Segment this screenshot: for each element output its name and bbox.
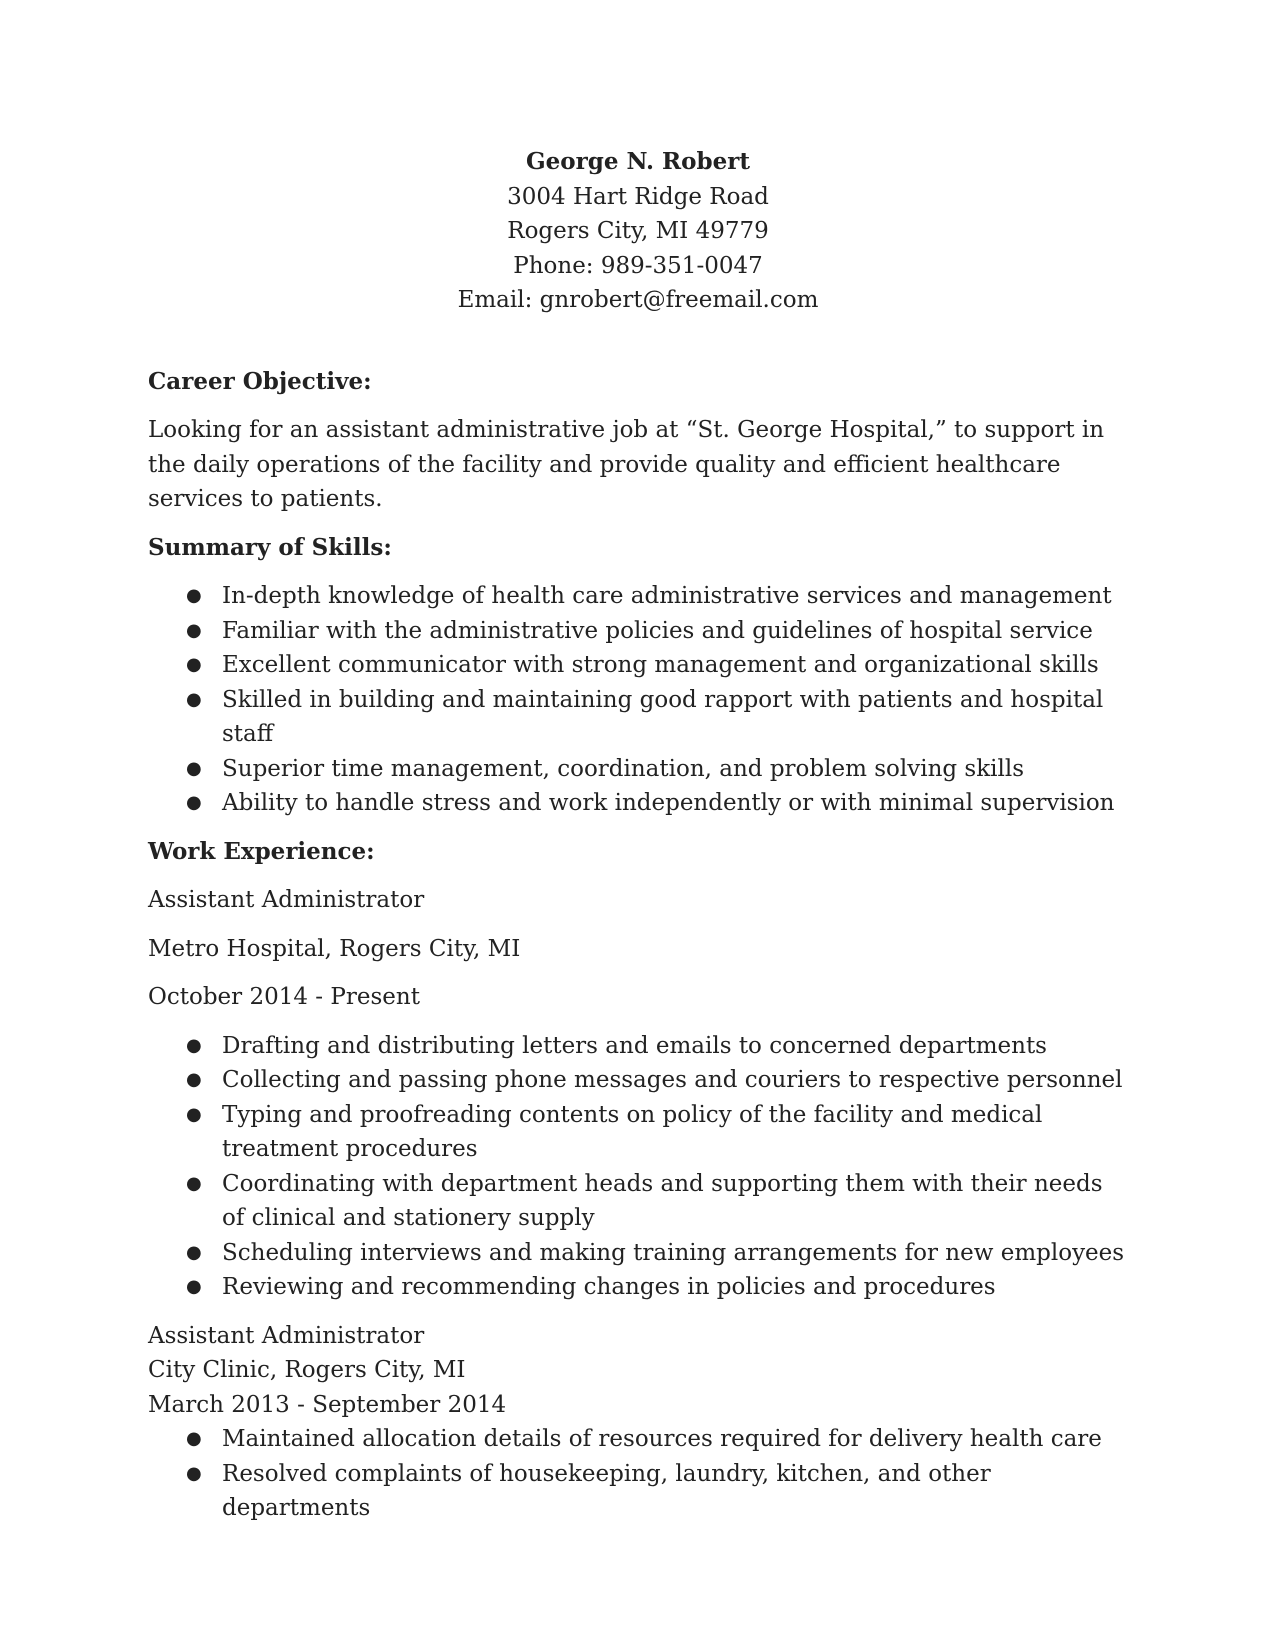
list-item: ● Skilled in building and maintaining good rapport with patients and hospital staff [148,683,1128,752]
job-entry [148,883,1128,1305]
list-item: ● Reviewing and recommending changes in policies and procedures [148,1270,1128,1305]
list-item: ● Typing and proofreading contents on policy of the facility and medical treatment procedures [148,1098,1128,1167]
list-item: ● Collecting and passing phone messages and couriers to respective personnel [148,1063,1128,1098]
objective-text: Looking for an assistant administrative job at “St. George Hospital,” to support in the daily operations of the facility and provide quality and efficient healthcare services to patients. [148,417,1105,512]
skills-list [148,579,1128,821]
job-title: Assistant Administrator [148,887,425,913]
list-item: ● Maintained allocation details of resources required for delivery health care [148,1422,1128,1457]
list-item: ● Coordinating with department heads and supporting them with their needs of clinical and stationery supply [148,1167,1128,1236]
list-item: ● Resolved complaints of housekeeping, laundry, kitchen, and other departments [148,1457,1128,1526]
list-item: ● Superior time management, coordination, and problem solving skills [148,752,1128,787]
job-duties-list [148,1422,1128,1526]
list-item: ● Ability to handle stress and work independently or with minimal supervision [148,786,1128,821]
experience-heading: Work Experience: [148,837,375,865]
objective-heading: Career Objective: [148,367,372,395]
job-duties-list [148,1029,1128,1305]
job-title: Assistant Administrator [148,1322,425,1349]
list-item: ● Excellent communicator with strong management and organizational skills [148,648,1128,683]
job-entry [148,1319,1128,1526]
resume-page [148,145,1128,1526]
job-dates: October 2014 - Present [148,984,420,1010]
email-line: Email: gnrobert@freemail.com [457,287,819,313]
skills-heading: Summary of Skills: [148,533,392,561]
job-company: Metro Hospital, Rogers City, MI [148,935,521,962]
job-dates: March 2013 - September 2014 [148,1391,507,1418]
list-item: ● Scheduling interviews and making training arrangements for new employees [148,1236,1128,1271]
job-company: City Clinic, Rogers City, MI [148,1357,466,1383]
list-item: ● Familiar with the administrative policies and guidelines of hospital service [148,614,1128,649]
phone-line: Phone: 989-351-0047 [513,252,763,279]
applicant-name: George N. Robert [526,148,750,175]
address-line-2: Rogers City, MI 49779 [507,218,769,244]
contact-header [148,145,1128,318]
list-item: ● In-depth knowledge of health care administrative services and management [148,579,1128,614]
list-item: ● Drafting and distributing letters and emails to concerned departments [148,1029,1128,1064]
address-line-1: 3004 Hart Ridge Road [507,183,769,210]
